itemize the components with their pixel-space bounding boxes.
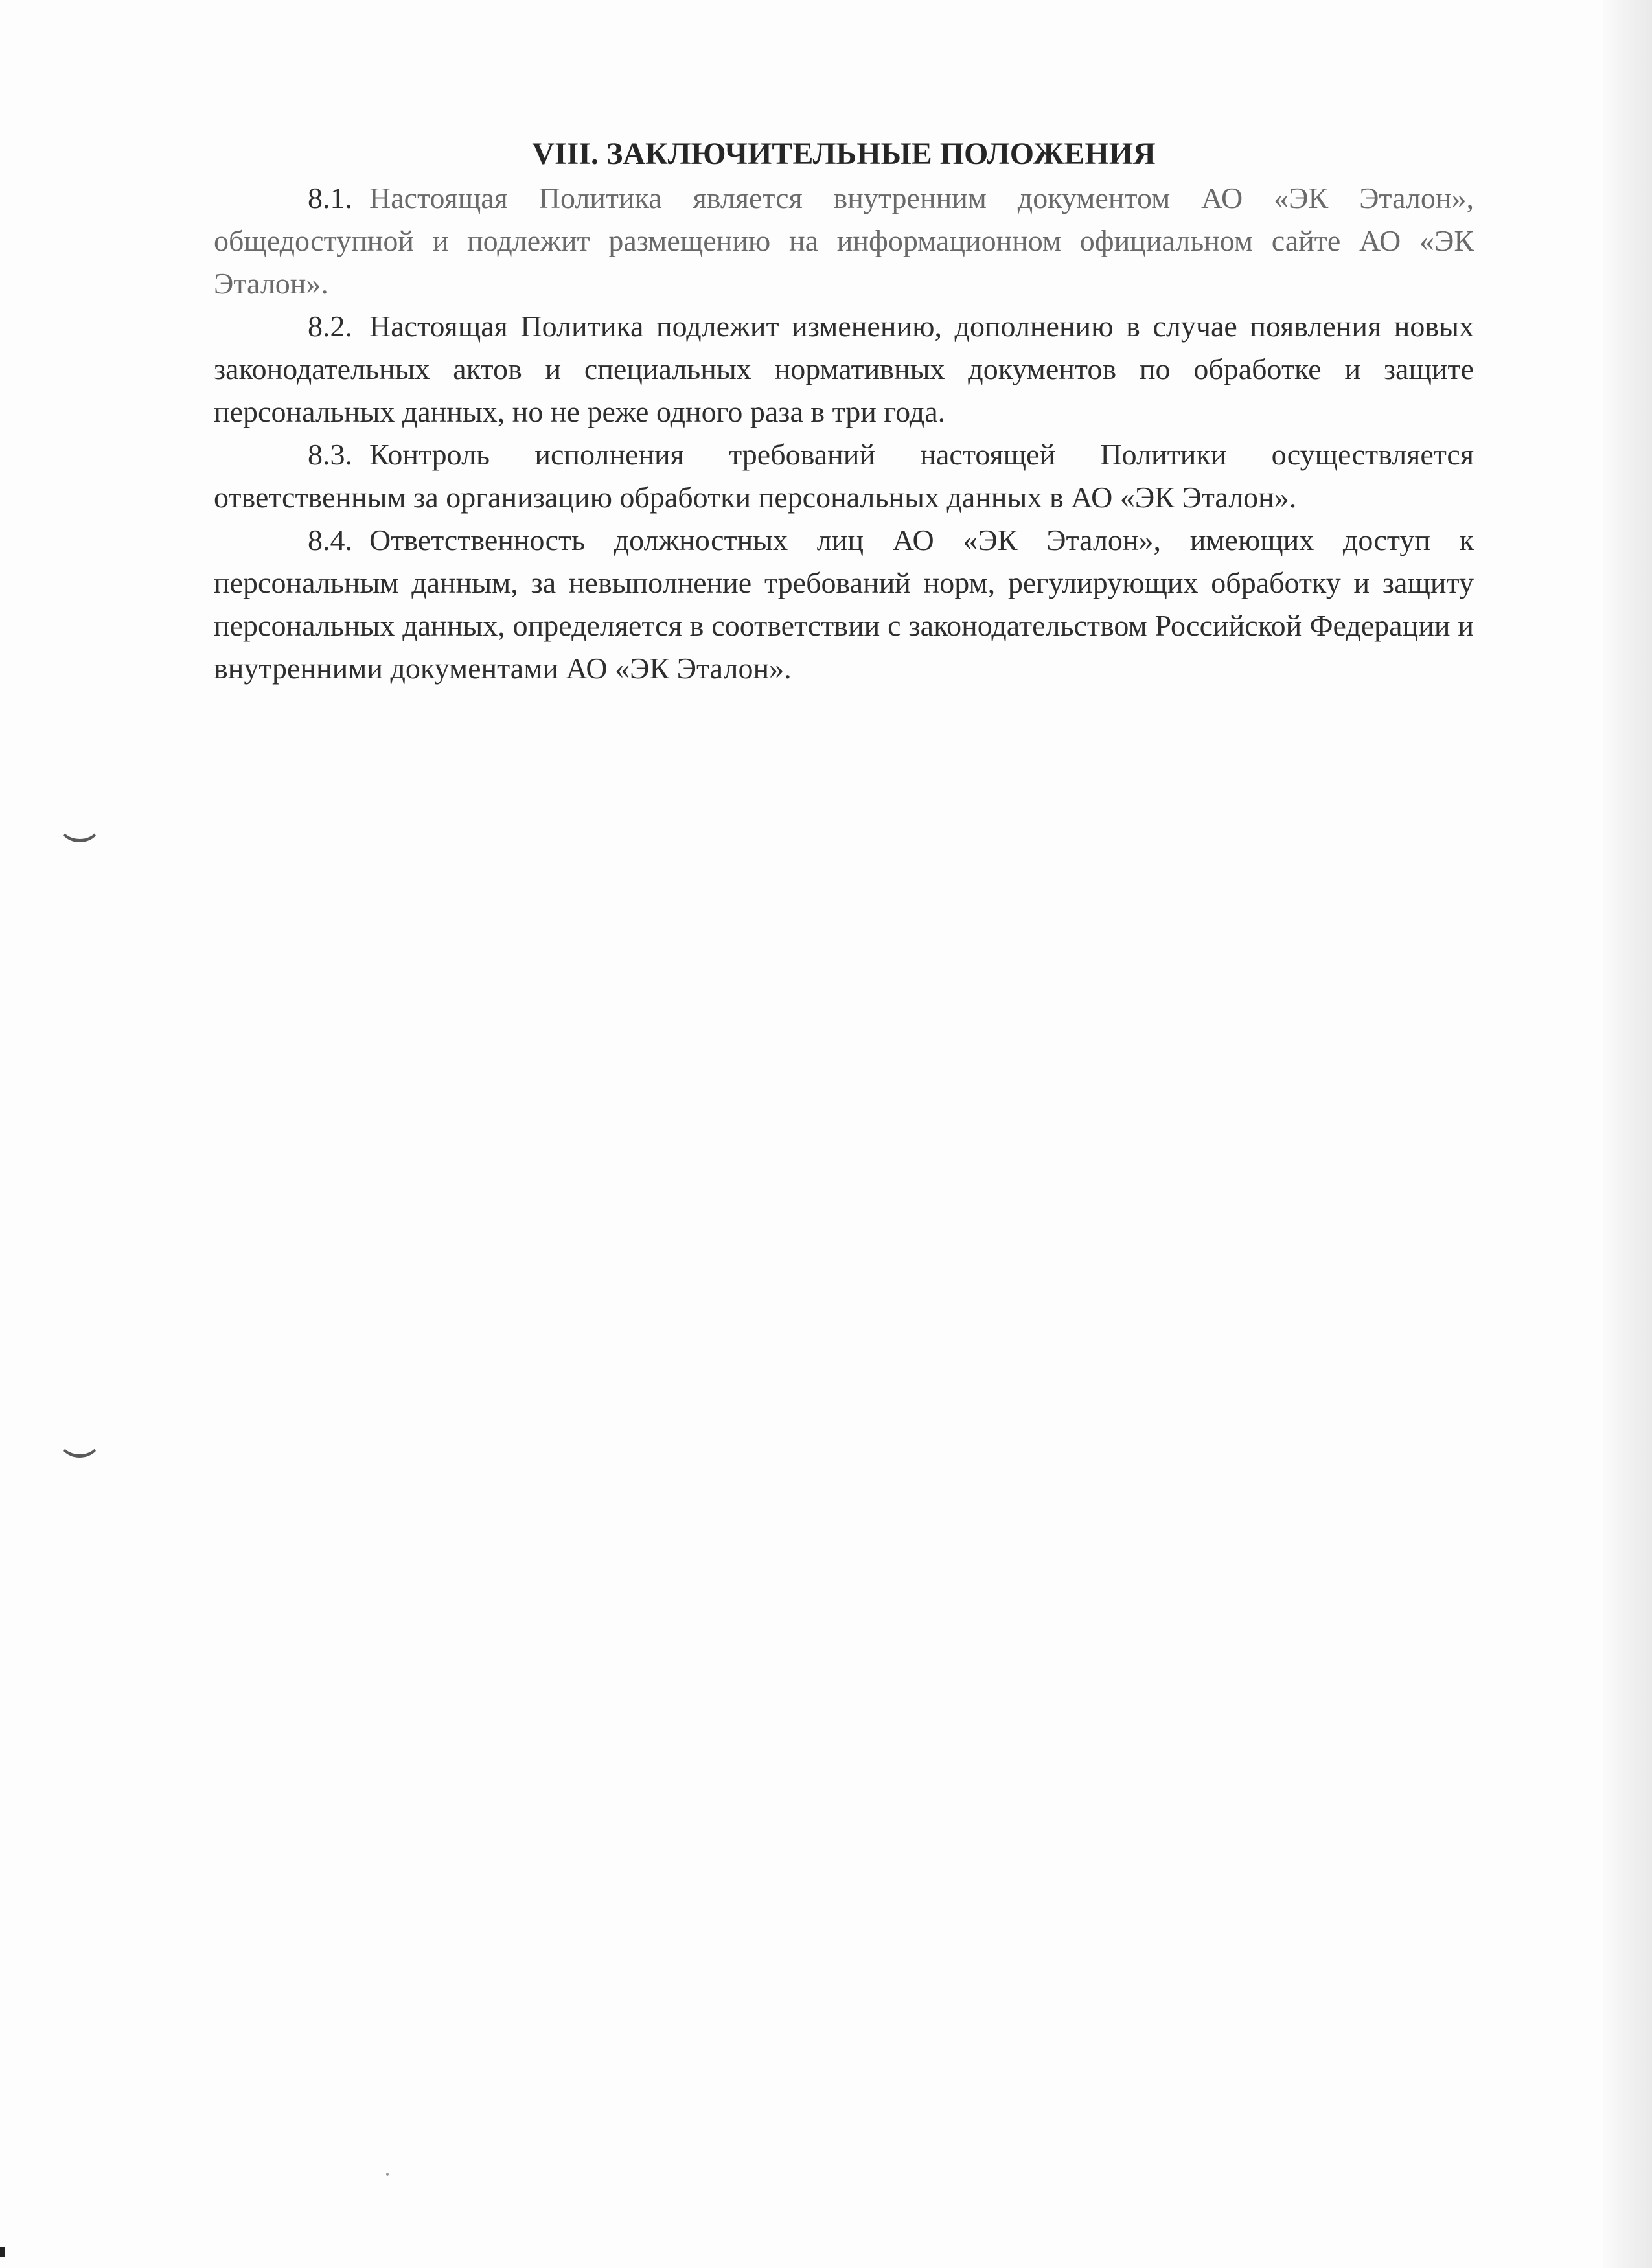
- scan-edge-shadow: [1603, 0, 1652, 2268]
- paragraph-number: 8.1.: [308, 181, 352, 214]
- paragraph-text: Настоящая Политика подлежит изменению, дополнению в случае появления новых законодательных актов и специальных нормативных документов по обработке и защите персональных данных, но не реже одного раза в три года.: [214, 310, 1474, 428]
- paragraph-number: 8.3.: [308, 438, 352, 471]
- paragraph-8-3: [214, 433, 1474, 519]
- paragraph-text: Ответственность должностных лиц АО «ЭК Эталон», имеющих доступ к персональным данным, за невыполнение требований норм, регулирующих обработку и защиту персональных данных, определяется в соответствии с законодательством Российской Федерации и внутренними документами АО «ЭК Эталон».: [214, 523, 1474, 685]
- punch-hole-mark-top: [60, 810, 100, 842]
- paragraph-text: Настоящая Политика является внутренним документом АО «ЭК Эталон», общедоступной и подлежит размещению на информационном официальном сайте АО «ЭК Эталон».: [214, 181, 1474, 300]
- section-heading: VIII. ЗАКЛЮЧИТЕЛЬНЫЕ ПОЛОЖЕНИЯ: [532, 137, 1156, 171]
- paragraph-number: 8.2.: [308, 310, 352, 343]
- scan-corner-mark: [0, 2247, 5, 2257]
- paragraph-8-1: [214, 177, 1474, 305]
- document-body: [214, 133, 1474, 690]
- punch-hole-mark-bottom: [60, 1425, 100, 1458]
- paragraph-8-4: [214, 519, 1474, 690]
- paragraph-8-2: [214, 305, 1474, 433]
- paragraph-number: 8.4.: [308, 523, 352, 556]
- paragraph-text: Контроль исполнения требований настоящей Политики осуществляется ответственным за организацию обработки персональных данных в АО «ЭК Эталон».: [214, 438, 1474, 514]
- scan-speck: [386, 2173, 389, 2176]
